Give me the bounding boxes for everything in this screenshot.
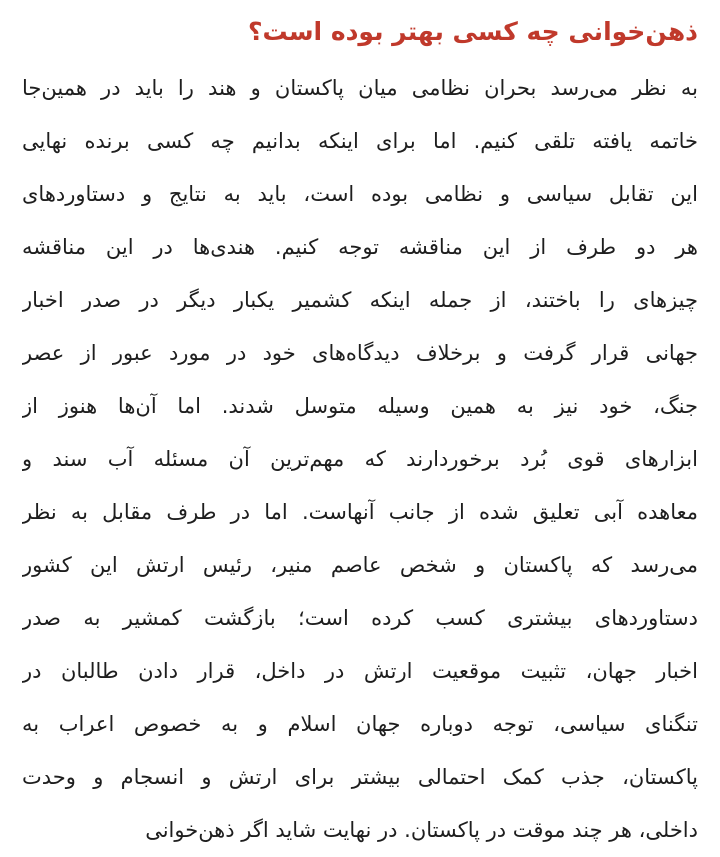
article-line: خاتمه یافته تلقی کنیم. اما برای اینکه بدانیم چه کسی برنده نهایی xyxy=(22,129,698,153)
article-line: چیزهای را باختند، از جمله اینکه کشمیر یکبار دیگر در صدر اخبار xyxy=(22,288,698,312)
article-line: این تقابل سیاسی و نظامی بوده است، باید به نتایج و دستاوردهای xyxy=(22,182,698,206)
article-body xyxy=(22,62,698,857)
article-line: به نظر می‌رسد بحران نظامی میان پاکستان و هند را باید در همین‌جا xyxy=(22,76,698,100)
article-line: اخبار جهان، تثبیت موقعیت ارتش در داخل، قرار دادن طالبان در xyxy=(22,659,698,683)
article-headline: ذهن‌خوانی چه کسی بهتر بوده است؟ xyxy=(248,17,698,46)
article-line: پاکستان، جذب کمک احتمالی بیشتر برای ارتش و انسجام و وحدت xyxy=(22,765,698,789)
article-line: دستاوردهای بیشتری کسب کرده است؛ بازگشت کمشیر به صدر xyxy=(22,606,698,630)
article-line: جهانی قرار گرفت و برخلاف دیدگاه‌های خود در مورد عبور از عصر xyxy=(22,341,698,365)
article-line: می‌رسد که پاکستان و شخص عاصم منیر، رئیس ارتش این کشور xyxy=(22,553,698,577)
article-line: معاهده آبی تعلیق شده از جانب آنهاست. اما در طرف مقابل به نظر xyxy=(22,500,698,524)
article-line: تنگنای سیاسی، توجه دوباره جهان اسلام و به خصوص اعراب به xyxy=(22,712,698,736)
article-line: داخلی، هر چند موقت در پاکستان. در نهایت شاید اگر ذهن‌خوانی xyxy=(145,818,698,842)
article-line: ابزارهای قوی بُرد برخوردارند که مهم‌ترین آن مسئله آب سند و xyxy=(22,447,698,471)
article-line: جنگ، خود نیز به همین وسیله متوسل شدند. اما آن‌ها هنوز از xyxy=(22,394,698,418)
article-line: هر دو طرف از این مناقشه توجه کنیم. هندی‌ها در این مناقشه xyxy=(22,235,698,259)
